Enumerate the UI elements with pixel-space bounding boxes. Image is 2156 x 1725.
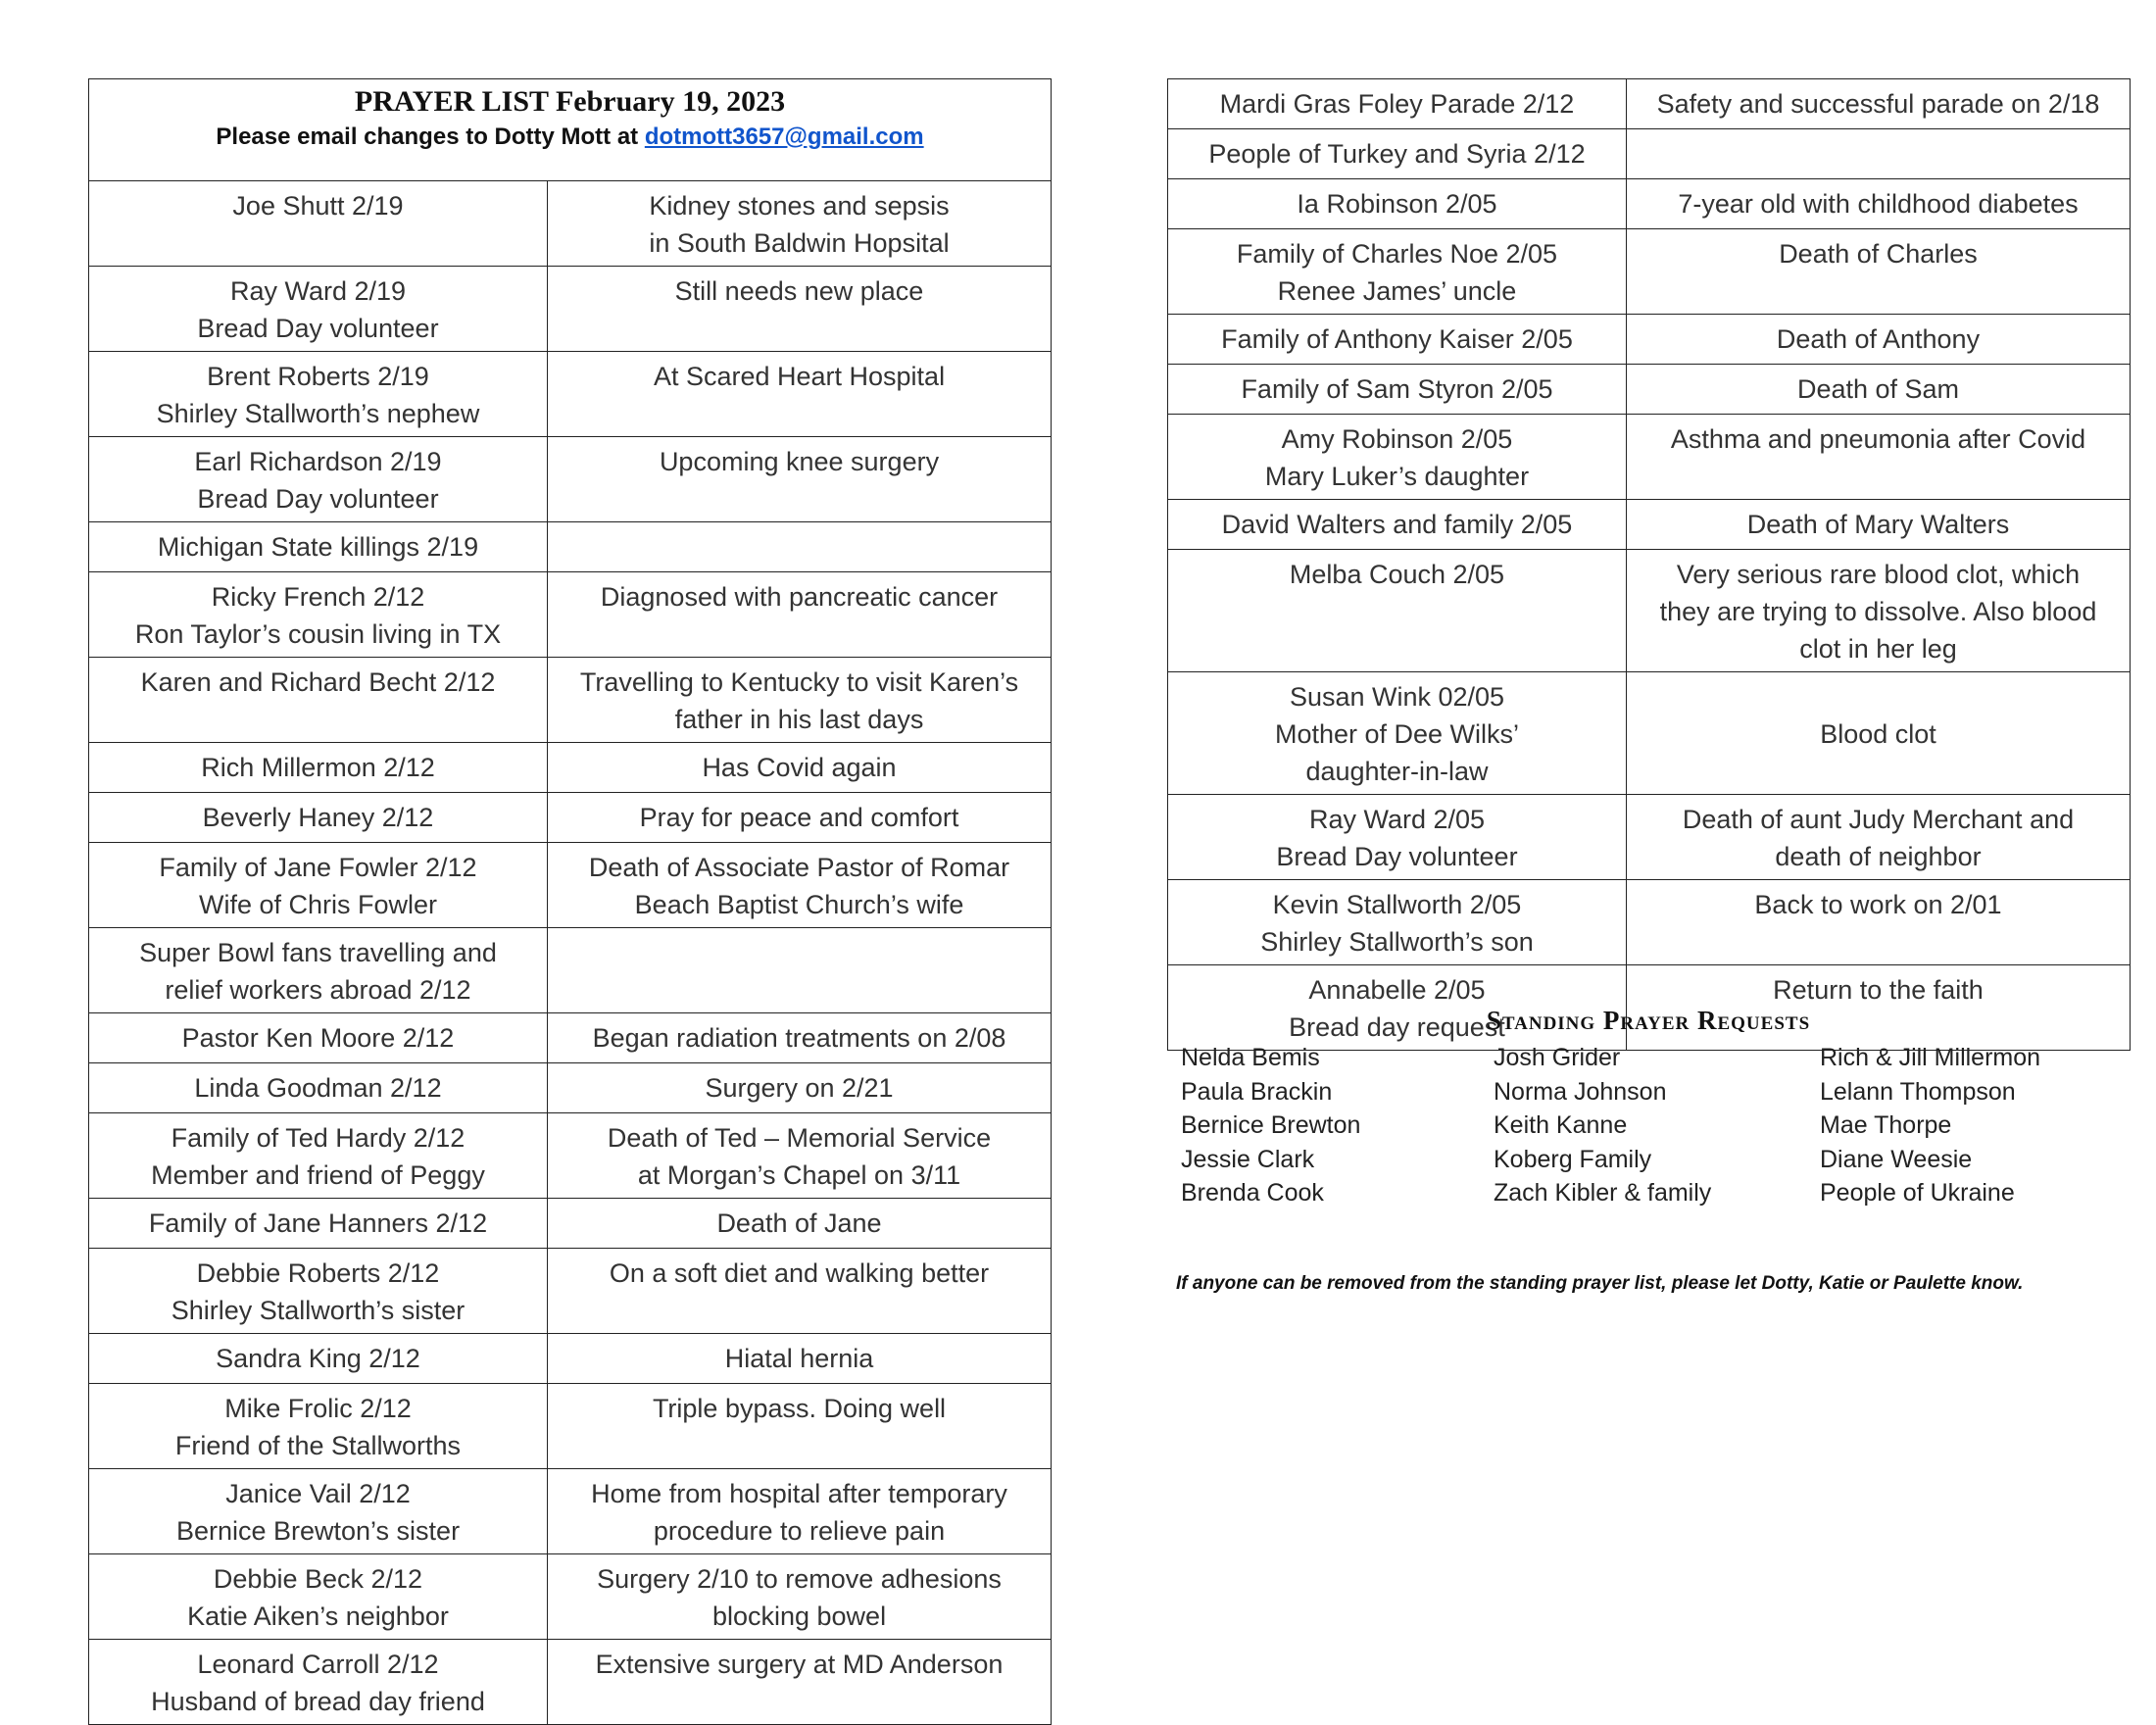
standing-request-item: Norma Johnson <box>1494 1077 1667 1106</box>
request-note-line: Death of Associate Pastor of Romar <box>588 853 1010 882</box>
left-request-row <box>89 743 1052 793</box>
request-note-line: Return to the faith <box>1773 975 1984 1005</box>
request-name-line: Katie Aiken’s neighbor <box>187 1602 449 1631</box>
request-name-cell <box>89 1063 548 1113</box>
request-note-line: Death of aunt Judy Merchant and <box>1682 805 2075 834</box>
request-name-line: Mother of Dee Wilks’ <box>1274 719 1520 749</box>
request-name-line: relief workers abroad 2/12 <box>165 975 471 1005</box>
request-name-line: Family of Jane Fowler 2/12 <box>159 853 477 882</box>
right-request-row <box>1168 415 2131 500</box>
request-note-cell <box>1627 229 2131 315</box>
request-name-cell <box>1168 880 1627 965</box>
header-row <box>89 79 1052 181</box>
request-note-line: clot in her leg <box>1799 634 1957 664</box>
request-name-cell <box>89 743 548 793</box>
request-note-cell <box>548 522 1052 572</box>
request-name-cell <box>89 181 548 267</box>
request-name-line: Bread Day volunteer <box>1276 842 1518 871</box>
left-request-row <box>89 522 1052 572</box>
request-note-cell <box>548 843 1052 928</box>
request-note-line: Back to work on 2/01 <box>1754 890 2002 919</box>
standing-request-item: Bernice Brewton <box>1181 1111 1361 1139</box>
request-name-cell <box>89 267 548 352</box>
request-note-cell <box>548 437 1052 522</box>
request-name-cell <box>1168 795 1627 880</box>
request-note-cell <box>1627 79 2131 129</box>
request-name-line: Beverly Haney 2/12 <box>202 803 434 832</box>
left-request-row <box>89 1334 1052 1384</box>
standing-request-item: Mae Thorpe <box>1820 1111 1952 1139</box>
request-name-line: Karen and Richard Becht 2/12 <box>140 667 496 697</box>
standing-list-column-3 <box>1820 1041 2040 1210</box>
request-name-cell <box>89 1640 548 1725</box>
request-name-line: Pastor Ken Moore 2/12 <box>181 1023 455 1053</box>
right-request-row <box>1168 795 2131 880</box>
request-name-line: Joe Shutt 2/19 <box>232 191 404 221</box>
request-note-cell <box>1627 365 2131 415</box>
request-note-cell <box>548 267 1052 352</box>
request-name-cell <box>1168 550 1627 672</box>
right-request-row <box>1168 550 2131 672</box>
right-request-row <box>1168 880 2131 965</box>
request-note-cell <box>548 658 1052 743</box>
request-note-cell <box>1627 415 2131 500</box>
request-name-line: Melba Couch 2/05 <box>1289 560 1505 589</box>
request-name-cell <box>89 928 548 1013</box>
request-name-line: Mary Luker’s daughter <box>1264 462 1530 491</box>
left-request-row <box>89 1554 1052 1640</box>
request-note-cell <box>1627 880 2131 965</box>
request-note-line: procedure to relieve pain <box>653 1516 946 1546</box>
right-request-row <box>1168 79 2131 129</box>
request-name-line: Rich Millermon 2/12 <box>201 753 435 782</box>
request-note-line: Still needs new place <box>674 276 924 306</box>
request-name-cell <box>89 1384 548 1469</box>
request-note-line: Travelling to Kentucky to visit Karen’s <box>579 667 1019 697</box>
request-name-cell <box>89 1334 548 1384</box>
request-note-line: Death of Ted – Memorial Service <box>607 1123 992 1153</box>
request-note-line: Death of Anthony <box>1776 324 1981 354</box>
request-name-cell <box>1168 79 1627 129</box>
right-request-row <box>1168 672 2131 795</box>
standing-request-item: Koberg Family <box>1494 1145 1652 1173</box>
request-name-line: Kevin Stallworth 2/05 <box>1272 890 1522 919</box>
request-note-line: Hiatal hernia <box>724 1344 874 1373</box>
request-note-line: 7-year old with childhood diabetes <box>1678 189 2079 219</box>
request-name-cell <box>89 1469 548 1554</box>
request-name-line: Mike Frolic 2/12 <box>224 1394 412 1423</box>
request-note-line: Death of Sam <box>1796 374 1960 404</box>
request-note-line: Triple bypass. Doing well <box>652 1394 947 1423</box>
request-name-line: Linda Goodman 2/12 <box>194 1073 442 1103</box>
right-request-row <box>1168 129 2131 179</box>
request-note-line: Has Covid again <box>702 753 897 782</box>
request-name-cell <box>1168 500 1627 550</box>
request-name-line: David Walters and family 2/05 <box>1221 510 1573 539</box>
left-request-row <box>89 1063 1052 1113</box>
request-name-line: Family of Sam Styron 2/05 <box>1241 374 1553 404</box>
request-note-line: Kidney stones and sepsis <box>649 191 950 221</box>
request-note-cell <box>548 1384 1052 1469</box>
request-name-line: Shirley Stallworth’s nephew <box>156 399 480 428</box>
request-note-cell <box>1627 315 2131 365</box>
request-note-cell <box>548 1013 1052 1063</box>
request-name-cell <box>89 522 548 572</box>
left-request-row <box>89 793 1052 843</box>
request-name-line: Wife of Chris Fowler <box>198 890 438 919</box>
request-note-line: Death of Charles <box>1779 239 1978 269</box>
request-note-cell <box>548 743 1052 793</box>
request-note-line: Home from hospital after temporary <box>591 1479 1007 1508</box>
right-request-row <box>1168 365 2131 415</box>
request-note-line: Pray for peace and comfort <box>639 803 959 832</box>
right-request-row <box>1168 229 2131 315</box>
request-note-cell <box>548 1469 1052 1554</box>
request-note-line: Extensive surgery at MD Anderson <box>595 1650 1004 1679</box>
request-name-cell <box>89 572 548 658</box>
request-note-line: Diagnosed with pancreatic cancer <box>600 582 999 612</box>
request-note-line: On a soft diet and walking better <box>609 1258 990 1288</box>
request-note-line: Safety and successful parade on 2/18 <box>1656 89 2100 119</box>
request-note-cell <box>548 572 1052 658</box>
left-request-row <box>89 1249 1052 1334</box>
request-note-cell <box>1627 795 2131 880</box>
left-request-row <box>89 1469 1052 1554</box>
request-name-line: daughter-in-law <box>1305 757 1489 786</box>
request-note-line: Beach Baptist Church’s wife <box>634 890 964 919</box>
request-name-line: Leonard Carroll 2/12 <box>197 1650 439 1679</box>
request-note-cell <box>548 793 1052 843</box>
left-request-row <box>89 352 1052 437</box>
left-request-row <box>89 1013 1052 1063</box>
request-name-line: Ricky French 2/12 <box>211 582 425 612</box>
request-name-line: Family of Jane Hanners 2/12 <box>148 1208 488 1238</box>
request-name-line: Member and friend of Peggy <box>151 1160 485 1190</box>
left-request-row <box>89 1384 1052 1469</box>
request-name-line: Bread Day volunteer <box>197 314 439 343</box>
request-note-line: at Morgan’s Chapel on 3/11 <box>637 1160 961 1190</box>
email-link[interactable]: dotmott3657@gmail.com <box>644 123 924 150</box>
request-note-line: blocking bowel <box>711 1602 887 1631</box>
request-name-cell <box>89 843 548 928</box>
request-note-line: death of neighbor <box>1775 842 1982 871</box>
request-name-cell <box>1168 229 1627 315</box>
left-request-row <box>89 267 1052 352</box>
request-name-line: Family of Anthony Kaiser 2/05 <box>1221 324 1573 354</box>
standing-request-item: Jessie Clark <box>1181 1145 1315 1173</box>
request-note-line: father in his last days <box>674 705 924 734</box>
request-name-line: Ray Ward 2/05 <box>1308 805 1486 834</box>
left-request-row <box>89 1640 1052 1725</box>
request-name-cell <box>89 1554 548 1640</box>
request-name-line: Friend of the Stallworths <box>174 1431 462 1460</box>
prayer-list-table-left <box>88 78 1052 1725</box>
request-name-line: Earl Richardson 2/19 <box>194 447 442 476</box>
request-name-cell <box>89 1249 548 1334</box>
left-request-row <box>89 437 1052 522</box>
request-name-cell <box>89 352 548 437</box>
request-name-cell <box>89 1013 548 1063</box>
request-note-line: Blood clot <box>1820 719 1936 749</box>
request-note-line: in South Baldwin Hopsital <box>649 228 950 258</box>
request-name-line: Ia Robinson 2/05 <box>1297 189 1497 219</box>
request-note-cell <box>548 1334 1052 1384</box>
email-instructions <box>97 121 1043 154</box>
request-note-line: Very serious rare blood clot, which <box>1676 560 2081 589</box>
request-name-cell <box>1168 179 1627 229</box>
left-request-row <box>89 572 1052 658</box>
request-name-line: Brent Roberts 2/19 <box>207 362 429 391</box>
standing-request-item: Brenda Cook <box>1181 1179 1324 1207</box>
left-request-row <box>89 1199 1052 1249</box>
request-note-cell <box>1627 129 2131 179</box>
request-name-line: Husband of bread day friend <box>151 1687 485 1716</box>
request-name-line: Shirley Stallworth’s sister <box>171 1296 466 1325</box>
left-request-row <box>89 181 1052 267</box>
request-note-cell <box>548 1249 1052 1334</box>
request-name-cell <box>89 1113 548 1199</box>
standing-request-item: Nelda Bemis <box>1181 1044 1320 1071</box>
standing-list-column-2 <box>1494 1041 1711 1210</box>
request-name-line: Bread day request <box>1289 1012 1505 1042</box>
request-note-cell <box>548 1199 1052 1249</box>
request-note-line: they are trying to dissolve. Also blood <box>1659 597 2097 626</box>
request-name-line: Ray Ward 2/19 <box>229 276 407 306</box>
request-name-line: Bread Day volunteer <box>197 484 439 514</box>
request-name-line: Family of Charles Noe 2/05 <box>1236 239 1558 269</box>
request-note-cell <box>1627 179 2131 229</box>
request-name-line: Ron Taylor’s cousin living in TX <box>134 619 502 649</box>
request-note-cell <box>548 181 1052 267</box>
left-request-row <box>89 843 1052 928</box>
request-note-cell <box>548 928 1052 1013</box>
right-request-row <box>1168 179 2131 229</box>
request-name-line: Shirley Stallworth’s son <box>1260 927 1534 957</box>
request-note-cell <box>548 1640 1052 1725</box>
request-name-line: People of Turkey and Syria 2/12 <box>1208 139 1586 169</box>
request-note-line: Began radiation treatments on 2/08 <box>592 1023 1006 1053</box>
request-name-line: Family of Ted Hardy 2/12 <box>171 1123 466 1153</box>
left-request-row <box>89 658 1052 743</box>
standing-request-item: Keith Kanne <box>1494 1111 1628 1139</box>
request-name-cell <box>89 658 548 743</box>
request-name-cell <box>1168 415 1627 500</box>
request-name-cell <box>89 437 548 522</box>
request-name-cell <box>1168 129 1627 179</box>
request-name-line: Sandra King 2/12 <box>216 1344 420 1373</box>
request-note-cell <box>548 1554 1052 1640</box>
standing-list-column-1 <box>1181 1041 1360 1210</box>
standing-request-item: Rich & Jill Millermon <box>1820 1044 2041 1071</box>
request-note-cell <box>548 352 1052 437</box>
right-request-row <box>1168 500 2131 550</box>
request-note-line: Death of Mary Walters <box>1746 510 2010 539</box>
request-note-cell <box>1627 672 2131 795</box>
request-note-line: Surgery 2/10 to remove adhesions <box>597 1564 1002 1594</box>
request-name-line: Janice Vail 2/12 <box>225 1479 411 1508</box>
standing-request-item: Josh Grider <box>1494 1044 1621 1071</box>
request-note-line: Upcoming knee surgery <box>659 447 940 476</box>
request-note-line: Death of Jane <box>716 1208 882 1238</box>
standing-request-item: Paula Brackin <box>1181 1077 1333 1106</box>
request-note-cell <box>1627 550 2131 672</box>
request-name-line: Super Bowl fans travelling and <box>139 938 497 967</box>
request-name-line: Bernice Brewton’s sister <box>175 1516 461 1546</box>
request-name-line: Debbie Roberts 2/12 <box>196 1258 440 1288</box>
request-note-cell <box>548 1063 1052 1113</box>
request-note-line: At Scared Heart Hospital <box>653 362 946 391</box>
page-title: PRAYER LIST February 19, 2023 <box>354 85 786 118</box>
standing-requests-title: Standing Prayer Requests <box>1486 1006 1811 1035</box>
standing-request-item: People of Ukraine <box>1820 1179 2015 1207</box>
footer-note: If anyone can be removed from the standing prayer list, please let Dotty, Katie or Paulette know. <box>1176 1273 2024 1294</box>
standing-request-item: Lelann Thompson <box>1820 1077 2016 1106</box>
request-name-line: Susan Wink 02/05 <box>1289 682 1505 712</box>
email-instructions-text: Please email changes to Dotty Mott at <box>216 123 645 150</box>
right-request-row <box>1168 315 2131 365</box>
request-note-line: Surgery on 2/21 <box>705 1073 894 1103</box>
request-note-cell <box>548 1113 1052 1199</box>
header-cell <box>89 79 1052 181</box>
request-name-cell <box>1168 365 1627 415</box>
request-name-cell <box>1168 315 1627 365</box>
request-note-cell <box>1627 500 2131 550</box>
standing-request-item: Zach Kibler & family <box>1494 1179 1712 1207</box>
request-name-cell <box>89 1199 548 1249</box>
left-request-row <box>89 928 1052 1013</box>
request-name-line: Amy Robinson 2/05 <box>1281 424 1513 454</box>
request-name-line: Renee James’ uncle <box>1277 276 1517 306</box>
request-name-cell <box>89 793 548 843</box>
request-name-line: Michigan State killings 2/19 <box>157 532 479 562</box>
standing-request-item: Diane Weesie <box>1820 1145 1973 1173</box>
request-name-cell <box>1168 672 1627 795</box>
request-name-line: Annabelle 2/05 <box>1308 975 1486 1005</box>
request-name-line: Debbie Beck 2/12 <box>213 1564 423 1594</box>
left-request-row <box>89 1113 1052 1199</box>
prayer-list-table-right <box>1167 78 2131 1051</box>
request-name-line: Mardi Gras Foley Parade 2/12 <box>1219 89 1575 119</box>
request-note-line: Asthma and pneumonia after Covid <box>1670 424 2086 454</box>
